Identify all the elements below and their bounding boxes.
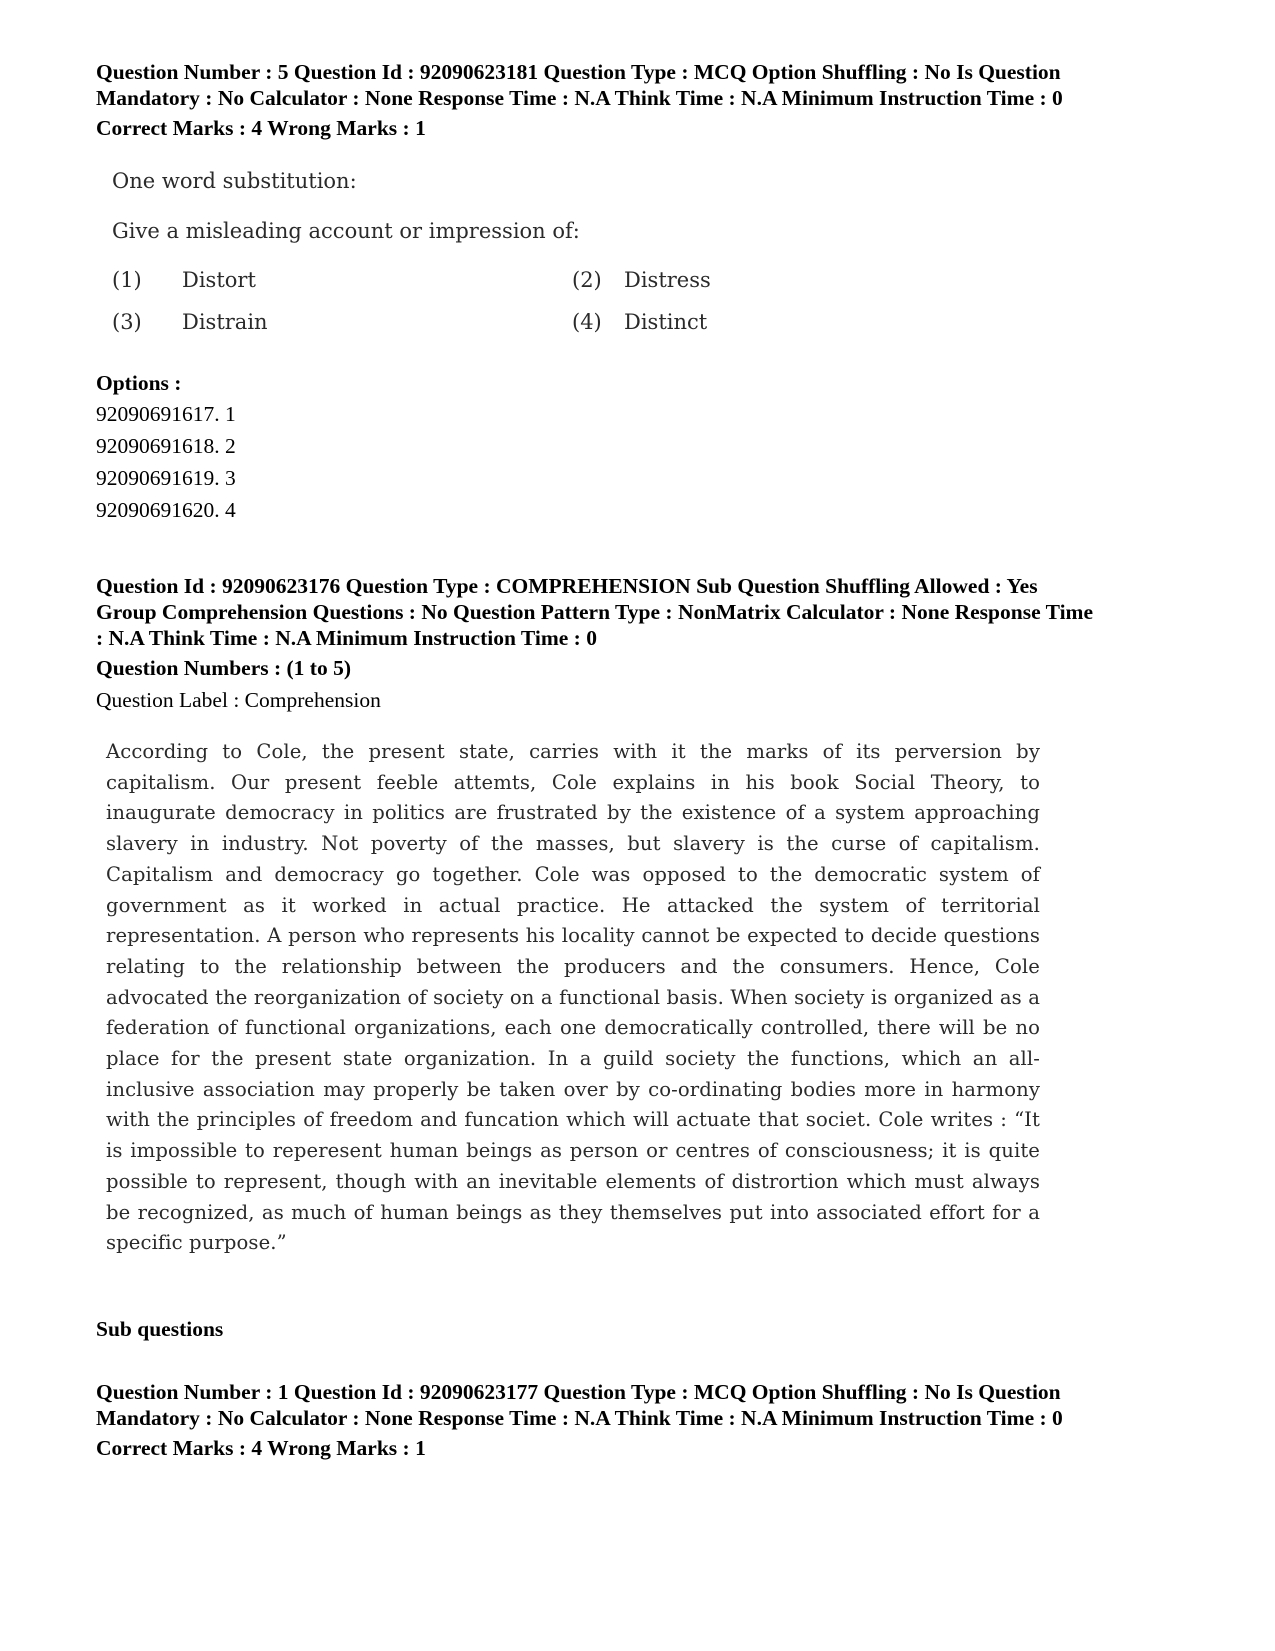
choice-2-number: (2) <box>572 268 602 292</box>
sub-questions-label: Sub questions <box>96 1317 224 1341</box>
choice-4 <box>572 310 707 334</box>
question-1-meta-line-2: Mandatory : No Calculator : None Response Time : N.A Think Time : N.A Minimum Instruction Time : 0 <box>96 1406 1063 1430</box>
question-1-metadata <box>96 1379 1206 1431</box>
choice-3-number: (3) <box>112 310 142 334</box>
choice-4-number: (4) <box>572 310 602 334</box>
choice-1 <box>112 268 256 292</box>
comprehension-passage: According to Cole, the present state, carries with it the marks of its perversion by capitalism. Our present feeble attemts, Cole explains in his book Social Theory, to inaugurate democracy in politics are frustrated by the existence of a system approaching slavery in industry. Not poverty of the masses, but slavery is the curse of capitalism. Capitalism and democracy go together. Cole was opposed to the democratic system of government as it worked in actual practice. He attacked the system of territorial representation. A person who represents his locality cannot be expected to decide questions relating to the relationship between the producers and the consumers. Hence, Cole advocated the reorganization of society on a functional basis. When society is organized as a federation of functional organizations, each one democratically controlled, there will be no place for the present state organization. In a guild society the functions, which an all- inclusive association may properly be taken over by co-ordinating bodies more in harmony with the principles of freedom and funcation which will actuate that societ. Cole writes : “It is impossible to reperesent human beings as person or centres of consciousness; it is quite possible to represent, though with an inevitable elements of distrortion which must always be recognized, as much of human beings as they themselves put into associated effort for a specific purpose.” <box>106 740 1040 1255</box>
options-list <box>96 398 236 526</box>
choice-4-text: Distinct <box>624 310 708 334</box>
options-label: Options : <box>96 371 182 395</box>
question-5-body <box>112 168 752 244</box>
option-item: 92090691617. 1 <box>96 402 236 426</box>
option-item: 92090691619. 3 <box>96 466 236 490</box>
question-1-meta-line-1: Question Number : 1 Question Id : 92090623177 Question Type : MCQ Option Shuffling : No Is Question <box>96 1380 1061 1404</box>
question-5-instruction: One word substitution: <box>112 169 357 193</box>
comprehension-meta-line-2: Group Comprehension Questions : No Question Pattern Type : NonMatrix Calculator : None Response Time <box>96 600 1093 624</box>
question-5-meta-line-2: Mandatory : No Calculator : None Response Time : N.A Think Time : N.A Minimum Instruction Time : 0 <box>96 86 1063 110</box>
comprehension-meta-line-1: Question Id : 92090623176 Question Type : COMPREHENSION Sub Question Shuffling Allowed : Yes <box>96 574 1038 598</box>
question-1-marks: Correct Marks : 4 Wrong Marks : 1 <box>96 1436 426 1460</box>
question-5-choices <box>112 268 732 352</box>
choice-1-number: (1) <box>112 268 142 292</box>
question-5-marks: Correct Marks : 4 Wrong Marks : 1 <box>96 116 426 140</box>
question-label: Question Label : Comprehension <box>96 688 381 712</box>
question-numbers: Question Numbers : (1 to 5) <box>96 656 351 680</box>
comprehension-meta-line-3: : N.A Think Time : N.A Minimum Instruction Time : 0 <box>96 626 597 650</box>
choice-1-text: Distort <box>182 268 256 292</box>
option-item: 92090691618. 2 <box>96 434 236 458</box>
comprehension-metadata <box>96 573 1206 651</box>
question-5-metadata <box>96 59 1206 111</box>
choice-2 <box>572 268 711 292</box>
choice-2-text: Distress <box>624 268 711 292</box>
choice-3 <box>112 310 268 334</box>
option-item: 92090691620. 4 <box>96 498 236 522</box>
question-5-meta-line-1: Question Number : 5 Question Id : 92090623181 Question Type : MCQ Option Shuffling : No Is Question <box>96 60 1061 84</box>
question-5-prompt: Give a misleading account or impression of: <box>112 219 580 243</box>
choice-3-text: Distrain <box>182 310 268 334</box>
